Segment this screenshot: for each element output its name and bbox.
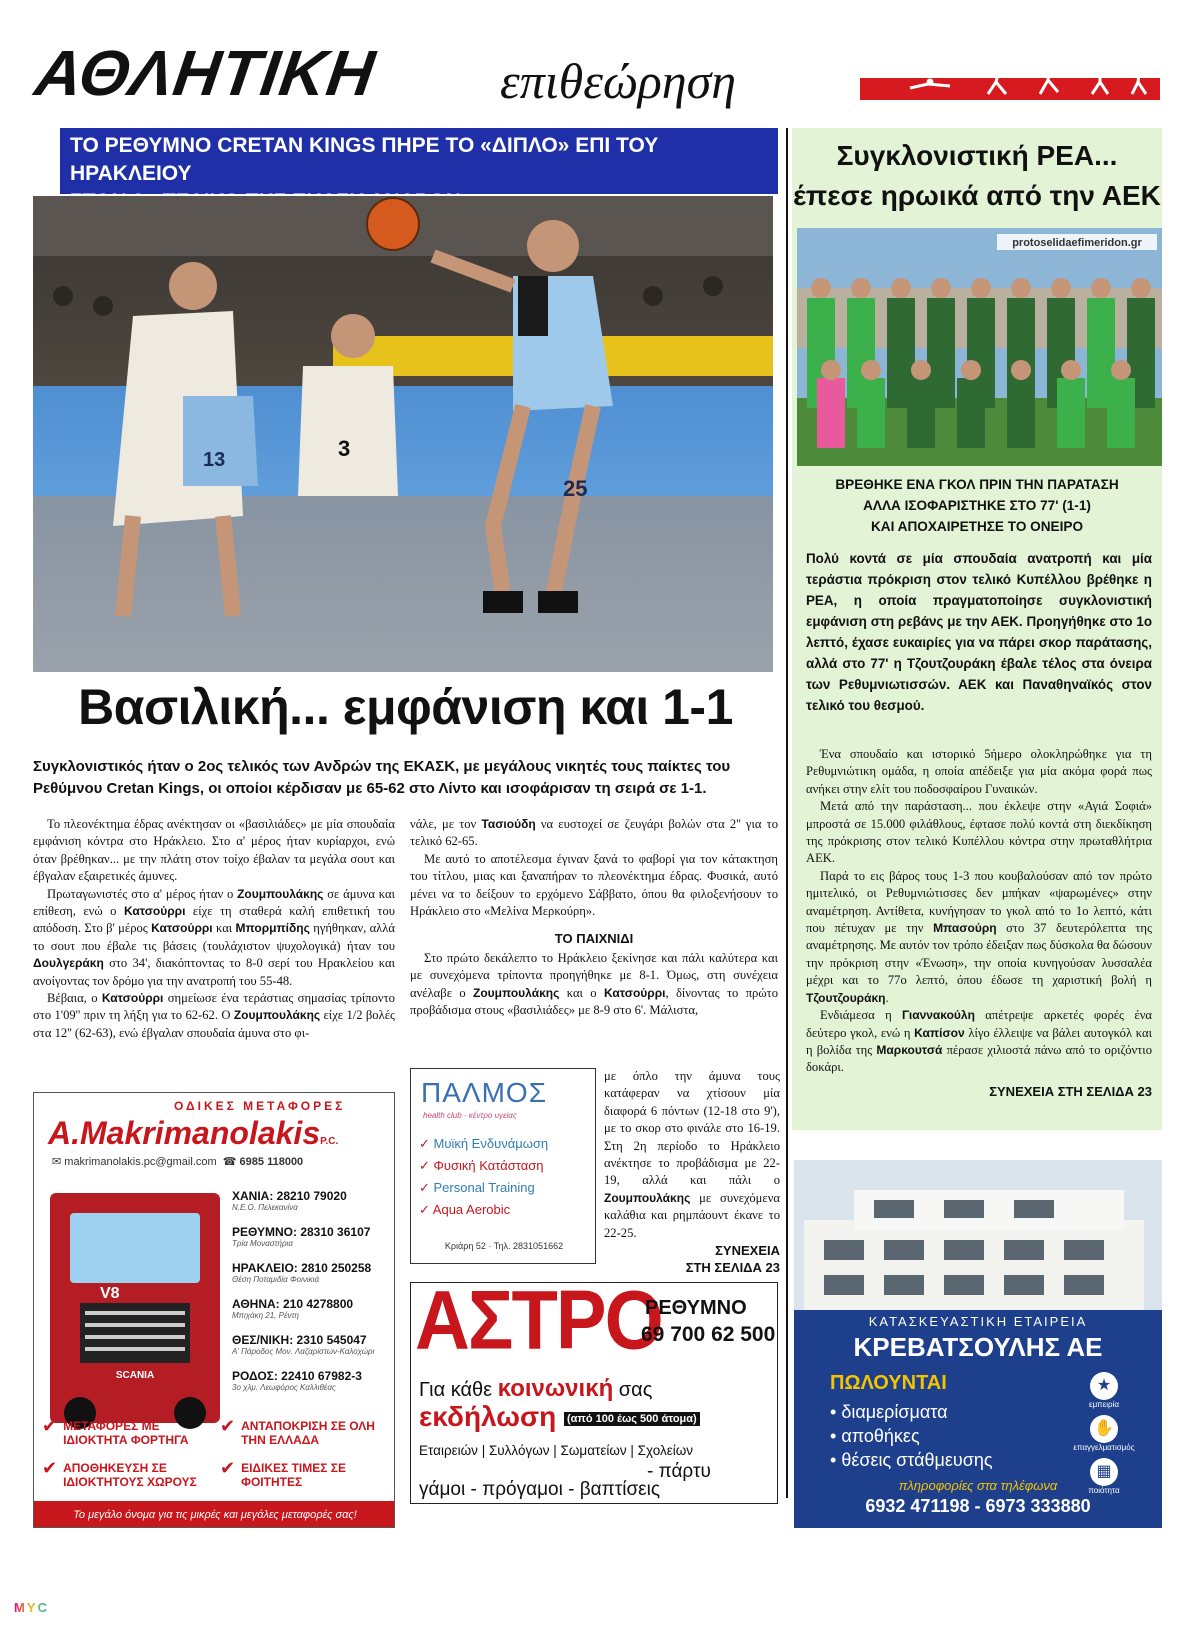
jersey-number-13: 13 bbox=[203, 449, 226, 471]
office: ΗΡΑΚΛΕΙΟ: 2810 250258 Θέση Ποταμιδία Φοινικιά bbox=[232, 1261, 372, 1284]
office: ΘΕΣ/ΝΙΚΗ: 2310 545047 Α' Πάροδος Μον. Λαζαρίστων-Καλοχώρι bbox=[232, 1333, 375, 1356]
ad-astro[interactable] bbox=[410, 1282, 778, 1504]
palmos-logo: ΠΑΛΜΟΣ bbox=[421, 1077, 548, 1108]
astro-logo: ΑΣΤΡΟ bbox=[415, 1282, 662, 1368]
office: ΑΘΗΝΑ: 210 4278800 Μπιχάκη 21, Ρέντη bbox=[232, 1297, 354, 1320]
story-lead: Συγκλονιστικός ήταν ο 2ος τελικός των Ανδρών της ΕΚΑΣΚ, με μεγάλους νικητές τους παίκτες του Ρεθύμνου Cretan Kings, οι οποίοι κέρδισαν με 65-62 στο Λίντο και ισοφάρισαν τη σειρά σε 1-1. bbox=[33, 758, 731, 797]
astro-line1: Για κάθε κοινωνική σας bbox=[419, 1375, 653, 1402]
paragraph: με όπλο την άμυνα τους κατάφεραν να χτίσουν μία διαφορά 6 πόντων (12-18 στο 9'), με το σκορ στο φινάλε στο 16-19. Στη 2η περίοδο το Ηράκλειο ανέκτησε το προβάδισμα με 22-19, αλλά και πάλι ο Ζουμπουλάκης με συνεχόμενα καλάθια και ρημπάουντ έκανε το 22-25. bbox=[604, 1069, 780, 1240]
krev-badges bbox=[1066, 1372, 1142, 1495]
jersey-number-25: 25 bbox=[563, 476, 588, 501]
athletes-silhouette-icon bbox=[890, 52, 1160, 96]
basketball-photo bbox=[33, 196, 773, 672]
astro-line2: εκδήλωση (από 100 έως 500 άτομα) bbox=[419, 1401, 700, 1433]
experience-icon: ★ bbox=[1090, 1372, 1118, 1400]
astro-groups: Εταιρειών | Συλλόγων | Σωματείων | Σχολείων bbox=[419, 1443, 694, 1458]
ad-brand: A.MakrimanolakisP.C. bbox=[48, 1115, 339, 1151]
features-grid bbox=[42, 1416, 388, 1489]
palmos-footer: Κριάρη 52 · Τηλ. 2831051662 bbox=[444, 1241, 564, 1251]
article-column-3 bbox=[604, 1068, 780, 1276]
krev-name: ΚΡΕΒΑΤΣΟΥΛΗΣ ΑΕ bbox=[853, 1332, 1103, 1362]
feature: ✔ ΑΝΤΑΠΟΚΡΙΣΗ ΣΕ ΟΛΗ ΤΗΝ ΕΛΛΑΔΑ bbox=[220, 1416, 375, 1447]
badge: ★ εμπειρία bbox=[1066, 1372, 1142, 1409]
paragraph: Πρωταγωνιστές στο α' μέρος ήταν ο Ζουμπουλάκης σε άμυνα και επίθεση, ενώ ο Κατσούρρι είχε τη σταθερά καλή επιθετική του απόδοση. Στο β' μέρος Κατσούρρι και Μπορμπίδης ηγήθηκαν, αλλά το σουτ που έβαλε τις βάσεις (τουλάχιστον ψυχολογικά) ήταν του Δουλγεράκη στο 34', διακόπτοντας το 8-0 σερί του Ηρακλείου και ανοίγοντας τον δρόμο για την ανατροπή του 55-48. bbox=[33, 886, 395, 988]
article-column-1 bbox=[33, 816, 395, 1042]
paragraph: Ενδιάμεσα η Γιαννακούλη απέτρεψε αρκετές φορές ένα δεύτερο γκολ, ενώ η Καπίσον λίγο έλλειψε να βάλει αυτογκόλ και η βολίδα της Μαρκουτσά πέρασε χιλιοστά πάνω από το οριζόντιο δοκάρι. bbox=[806, 1008, 1152, 1075]
paragraph: Παρά το εις βάρος τους 1-3 που κουβαλούσαν από τον πρώτο ημιτελικό, οι Ρεθυμνιώτισσες δεν μπήκαν «ψαρωμένες» στην αναμέτρηση. Αντίθετα, κυνήγησαν το γκολ από το 1ο λεπτό, κάτι που πέτυχαν με την Μπασούρη στο 37 δευτερόλεπτα της αναμέτρησης. Με αυτόν τον τρόπο έδειξαν πως δύσκολα θα δώσουν την πρόκριση στην «Ένωση», την οποία κυνηγούσαν λυσσαλέα μέχρι και το 77ο λεπτό, όπου έδωσε τη χαριστική βολή η Τζουτζουράκη. bbox=[806, 868, 1152, 1005]
paragraph: Το πλεονέκτημα έδρας ανέκτησαν οι «βασιλιάδες» με μία σπουδαία εμφάνιση κόντρα στο Ηράκλειο. Στο α' μέρος ήταν κυρίαρχοι, ενώ όταν βρέθηκαν... με την πλάτη στον τοίχο έβαλαν τα μεγάλα σουτ και έβγαλαν εξαιρετικές άμυνες. bbox=[33, 817, 395, 884]
badge: ✋ επαγγελματισμός bbox=[1066, 1415, 1142, 1452]
office: ΧΑΝΙΑ: 28210 79020 Ν.Ε.Ο. Πελεκανίνα bbox=[232, 1189, 347, 1212]
masthead-title: ΑΘΛΗΤΙΚΗ bbox=[30, 37, 380, 109]
palmos-tagline: health club · κέντρο υγείας bbox=[423, 1111, 517, 1120]
check-icon: ✓ bbox=[419, 1136, 434, 1151]
ad-makrimanolakis[interactable] bbox=[33, 1092, 395, 1528]
check-icon: ✔ bbox=[42, 1458, 58, 1478]
check-icon: ✔ bbox=[42, 1416, 58, 1436]
right-lead: Πολύ κοντά σε μία σπουδαία ανατροπή και μία τεράστια πρόκριση στον τελικό Κυπέλλου βρέθηκε η ΡΕΑ, η οποία πραγματοποίησε συγκλονιστική εμφάνιση στη ρεβάνς με την ΑΕΚ. Προηγήθηκε στο 1ο λεπτό, έχασε ευκαιρίες για να πάρει σκορ παράτασης, αλλά στο 77' η Τζουτζουράκη έβαλε τέλος στα όνειρα των Ρεθυμνιωτισσών. ΑΕΚ και Παναθηναϊκός στον τελικό του θεσμού. bbox=[806, 551, 1152, 713]
paragraph: νάλε, με τον Τασιούδη να ευστοχεί σε ζευγάρι βολών στα 2'' για το τελικό 62-65. bbox=[410, 817, 778, 849]
check-icon: ✓ bbox=[419, 1180, 434, 1195]
krev-sale: ΠΩΛΟΥΝΤΑΙ bbox=[830, 1372, 947, 1394]
check-icon: ✔ bbox=[220, 1416, 236, 1436]
ad-palmos[interactable] bbox=[410, 1068, 596, 1264]
banner-line-1: ΤΟ ΡΕΘΥΜΝΟ CRETAN KINGS ΠΗΡΕ ΤΟ «ΔΙΠΛΟ» ΕΠΙ ΤΟΥ ΗΡΑΚΛΕΙΟΥ bbox=[70, 134, 659, 185]
feature: ✔ ΜΕΤΑΦΟΡΕΣ ΜΕ ΙΔΙΟΚΤΗΤΑ ΦΟΡΤΗΓΑ bbox=[42, 1416, 189, 1447]
ad-top-label: ΟΔΙΚΕΣ ΜΕΤΑΦΟΡΕΣ bbox=[174, 1099, 346, 1113]
continued-label: ΣΥΝΕΧΕΙΑ ΣΤΗ ΣΕΛΙΔΑ 23 bbox=[685, 1243, 780, 1276]
astro-city: ΡΕΘΥΜΝΟ bbox=[645, 1297, 747, 1319]
astro-events: γάμοι - πρόγαμοι - βαπτίσεις bbox=[419, 1479, 661, 1500]
palmos-services bbox=[419, 1133, 548, 1221]
paragraph: Μετά από την παράσταση... που έκλεψε στην «Αγιά Σοφιά» μπροστά σε 15.000 φιλάθλους, έφτασε πολύ κοντά στη διεκδίκηση της πρόκρισης στον τελικό Κυπέλλου κόντρα στην πρωταθλήτρια ΑΕΚ. bbox=[806, 799, 1152, 866]
check-icon: ✔ bbox=[220, 1458, 236, 1478]
office: ΡΕΘΥΜΝΟ: 28310 36107 Τρία Μοναστήρια bbox=[232, 1225, 371, 1248]
badge: ▦ ποιότητα bbox=[1066, 1458, 1142, 1495]
office: ΡΟΔΟΣ: 22410 67982-3 3ο χλμ. Λεωφόρος Καλλιθέας bbox=[232, 1369, 362, 1392]
astro-phone: 69 700 62 500 bbox=[641, 1323, 776, 1346]
right-article-body bbox=[806, 746, 1152, 1100]
truck-brand: SCANIA bbox=[115, 1370, 155, 1381]
krev-company-type: ΚΑΤΑΣΚΕΥΑΣΤΙΚΗ ΕΤΑΙΡΕΙΑ bbox=[868, 1314, 1088, 1329]
phone-icon: ☎ bbox=[222, 1156, 240, 1168]
jersey-number-3: 3 bbox=[338, 436, 351, 461]
service: ✓ Φυσική Κατάσταση bbox=[419, 1158, 544, 1173]
service: ✓ Aqua Aerobic bbox=[419, 1202, 511, 1217]
feature: ✔ ΕΙΔΙΚΕΣ ΤΙΜΕΣ ΣΕ ΦΟΙΤΗΤΕΣ bbox=[220, 1458, 346, 1489]
truck-illustration bbox=[40, 1183, 230, 1433]
ad-slogan: Το μεγάλο όνομα για τις μικρές και μεγάλες μεταφορές σας! bbox=[34, 1501, 395, 1528]
right-headline: Συγκλονιστική ΡΕΑ... έπεσε ηρωικά από την ΑΕΚ bbox=[793, 140, 1161, 211]
story-banner bbox=[60, 128, 778, 194]
krev-item: • διαμερίσματα bbox=[830, 1402, 948, 1422]
section-subhead: ΤΟ ΠΑΙΧΝΙΔΙ bbox=[554, 931, 634, 947]
check-icon: ✓ bbox=[419, 1202, 433, 1217]
column-divider bbox=[786, 128, 788, 1498]
ad-krevatsoulis[interactable] bbox=[794, 1160, 1162, 1528]
building-icon: ▦ bbox=[1090, 1458, 1118, 1486]
offices-list bbox=[232, 1189, 392, 1405]
paragraph: Με αυτό το αποτέλεσμα έγιναν ξανά το φαβορί για τον κάτακτηση του τίτλου, μιας και ξαναπήραν το πλεονέκτημα έδρας. Φυσικά, αυτό μένει να το δείξουν το ερχόμενο Σάββατο, όπου θα φιλοξενήσουν το Ηράκλειο στο «Μελίνα Μερκούρη». bbox=[410, 851, 778, 919]
krev-items bbox=[830, 1400, 993, 1472]
building-render bbox=[794, 1160, 1162, 1310]
mail-icon: ✉ bbox=[52, 1156, 65, 1168]
krev-item: • θέσεις στάθμευσης bbox=[830, 1450, 993, 1470]
krev-info: πληροφορίες στα τηλέφωνα bbox=[898, 1478, 1058, 1493]
krev-phones: 6932 471198 - 6973 333880 bbox=[865, 1496, 1091, 1516]
right-subhead: ΒΡΕΘΗΚΕ ΕΝΑ ΓΚΟΛ ΠΡΙΝ ΤΗΝ ΠΑΡΑΤΑΣΗ ΑΛΛΑ ΙΣΟΦΑΡΙΣΤΗΚΕ ΣΤΟ 77' (1-1) ΚΑΙ ΑΠΟΧΑΙΡΕΤΗΣΕ ΤΟ ΟΝΕΙΡΟ bbox=[835, 477, 1119, 534]
article-column-2 bbox=[410, 816, 778, 1019]
astro-party: - πάρτυ bbox=[647, 1461, 711, 1482]
service: ✓ Personal Training bbox=[419, 1180, 535, 1195]
continued-label: ΣΥΝΕΧΕΙΑ ΣΤΗ ΣΕΛΙΔΑ 23 bbox=[989, 1083, 1152, 1099]
main-headline: Βασιλική... εμφάνιση και 1-1 bbox=[78, 679, 733, 735]
feature: ✔ ΑΠΟΘΗΚΕΥΣΗ ΣΕ ΙΔΙΟΚΤΗΤΟΥΣ ΧΩΡΟΥΣ bbox=[42, 1458, 197, 1489]
ad-contact: ✉ makrimanolakis.pc@gmail.com ☎ 6985 118000 bbox=[52, 1156, 304, 1168]
paragraph: Στο πρώτο δεκάλεπτο το Ηράκλειο ξεκίνησε και πάλι καλύτερα και με συνεχόμενα τρίποντα προηγήθηκε με 8-1. Όμως, στη συνέχεια ανέλαβε ο Ζουμπουλάκης και ο Κατσούρρι, δίνοντας το πρώτο προβάδισμα στους «βασιλιάδες» με 8-9 στο 6'. Μάλιστα, bbox=[410, 950, 778, 1018]
paragraph: Ένα σπουδαίο και ιστορικό 5ήμερο ολοκληρώθηκε για τη Ρεθυμνιώτικη ομάδα, η οποία απέδειξε για μία ακόμα φορά πως ανήκει στην ελίτ του ποδοσφαίρου Γυναικών. bbox=[806, 747, 1152, 796]
handshake-icon: ✋ bbox=[1090, 1415, 1118, 1443]
paragraph: Βέβαια, ο Κατσούρρι σημείωσε ένα τεράστιας σημασίας τρίποντο στο 1'09'' πριν τη λήξη για το 62-62. Ο Ζουμπουλάκης είχε 1/2 βολές στα 12'' (62-63), ενώ έβγαλαν σπουδαία άμυνα στο φι- bbox=[33, 991, 395, 1040]
check-icon: ✓ bbox=[419, 1158, 434, 1173]
watermark: protoselidaefimeridon.gr bbox=[1012, 237, 1142, 249]
masthead-subtitle: επιθεώρηση bbox=[500, 53, 737, 109]
krev-item: • αποθήκες bbox=[830, 1426, 920, 1446]
truck-badge: V8 bbox=[100, 1285, 120, 1302]
color-registration-mark: MYC bbox=[14, 1600, 49, 1615]
service: ✓ Μυϊκή Ενδυνάμωση bbox=[419, 1136, 549, 1151]
football-team-photo bbox=[797, 228, 1162, 466]
